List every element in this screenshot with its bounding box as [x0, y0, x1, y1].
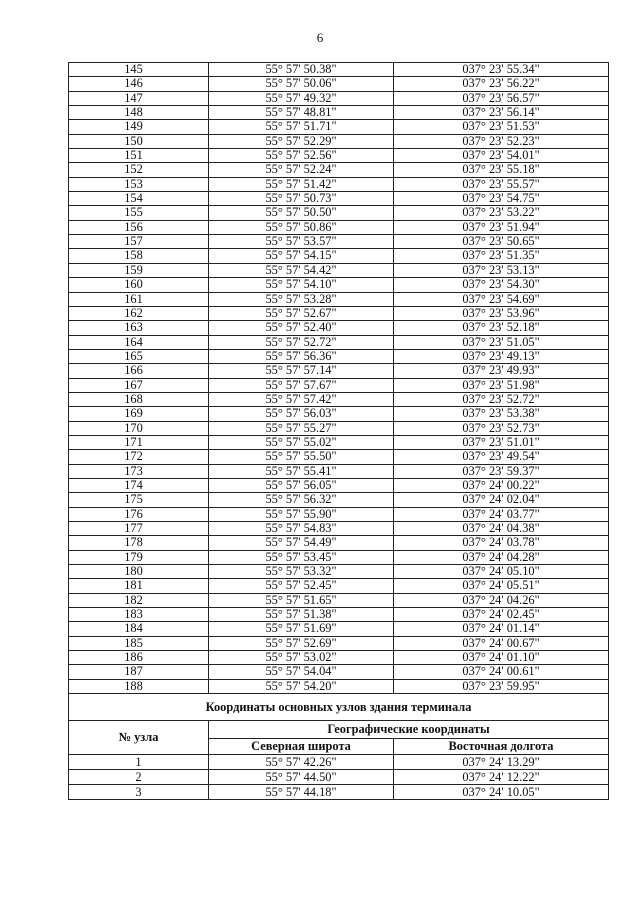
- longitude-cell: 037° 24' 02.04": [394, 493, 609, 507]
- longitude-cell: 037° 24' 00.22": [394, 478, 609, 492]
- latitude-cell: 55° 57' 52.24": [209, 163, 394, 177]
- node-number-cell: 160: [69, 278, 209, 292]
- table-row: [69, 679, 609, 693]
- node-number-cell: 153: [69, 177, 209, 191]
- longitude-cell: 037° 23' 51.98": [394, 378, 609, 392]
- terminal-nodes-body: [69, 755, 609, 800]
- node-number-cell: 188: [69, 679, 209, 693]
- latitude-cell: 55° 57' 54.49": [209, 536, 394, 550]
- latitude-cell: 55° 57' 54.04": [209, 665, 394, 679]
- longitude-cell: 037° 24' 13.29": [394, 755, 609, 770]
- longitude-cell: 037° 24' 03.78": [394, 536, 609, 550]
- longitude-cell: 037° 23' 51.35": [394, 249, 609, 263]
- node-number-cell: 176: [69, 507, 209, 521]
- longitude-cell: 037° 24' 12.22": [394, 770, 609, 785]
- latitude-cell: 55° 57' 57.42": [209, 392, 394, 406]
- table-row: [69, 565, 609, 579]
- node-number-cell: 183: [69, 608, 209, 622]
- latitude-cell: 55° 57' 55.02": [209, 435, 394, 449]
- longitude-cell: 037° 24' 05.51": [394, 579, 609, 593]
- table-row: [69, 478, 609, 492]
- node-number-cell: 174: [69, 478, 209, 492]
- longitude-cell: 037° 24' 01.10": [394, 651, 609, 665]
- table-row: [69, 220, 609, 234]
- latitude-cell: 55° 57' 51.69": [209, 622, 394, 636]
- longitude-cell: 037° 23' 51.05": [394, 335, 609, 349]
- table-row: [69, 177, 609, 191]
- longitude-cell: 037° 23' 52.72": [394, 392, 609, 406]
- table-row: [69, 134, 609, 148]
- latitude-cell: 55° 57' 51.71": [209, 120, 394, 134]
- table-row: [69, 163, 609, 177]
- longitude-cell: 037° 23' 59.37": [394, 464, 609, 478]
- node-number-cell: 171: [69, 435, 209, 449]
- latitude-cell: 55° 57' 55.27": [209, 421, 394, 435]
- node-number-cell: 159: [69, 263, 209, 277]
- table-row: [69, 63, 609, 77]
- latitude-cell: 55° 57' 50.50": [209, 206, 394, 220]
- page-number: 6: [316, 30, 324, 45]
- terminal-section-title: Координаты основных узлов здания терминала: [69, 694, 609, 721]
- node-number-header: № узла: [69, 721, 209, 755]
- table-row: [69, 378, 609, 392]
- table-row: [69, 235, 609, 249]
- node-number-cell: 148: [69, 106, 209, 120]
- table-row: [69, 149, 609, 163]
- latitude-header: Северная широта: [209, 739, 394, 755]
- node-number-cell: 169: [69, 407, 209, 421]
- longitude-cell: 037° 24' 01.14": [394, 622, 609, 636]
- section-title-row: [69, 694, 609, 721]
- node-number-cell: 155: [69, 206, 209, 220]
- latitude-cell: 55° 57' 52.56": [209, 149, 394, 163]
- node-number-cell: 152: [69, 163, 209, 177]
- node-number-cell: 170: [69, 421, 209, 435]
- table-row: [69, 292, 609, 306]
- table-row: [69, 593, 609, 607]
- latitude-cell: 55° 57' 53.57": [209, 235, 394, 249]
- longitude-cell: 037° 23' 49.13": [394, 349, 609, 363]
- node-number-cell: 2: [69, 770, 209, 785]
- node-number-cell: 173: [69, 464, 209, 478]
- table-row: [69, 785, 609, 800]
- node-number-cell: 186: [69, 651, 209, 665]
- latitude-cell: 55° 57' 55.50": [209, 450, 394, 464]
- node-number-cell: 185: [69, 636, 209, 650]
- longitude-cell: 037° 23' 52.23": [394, 134, 609, 148]
- latitude-cell: 55° 57' 56.36": [209, 349, 394, 363]
- longitude-cell: 037° 23' 55.18": [394, 163, 609, 177]
- longitude-cell: 037° 23' 54.30": [394, 278, 609, 292]
- longitude-cell: 037° 23' 51.01": [394, 435, 609, 449]
- node-number-cell: 3: [69, 785, 209, 800]
- node-number-cell: 178: [69, 536, 209, 550]
- longitude-cell: 037° 23' 53.38": [394, 407, 609, 421]
- node-number-cell: 166: [69, 364, 209, 378]
- latitude-cell: 55° 57' 53.45": [209, 550, 394, 564]
- table-row: [69, 192, 609, 206]
- node-number-cell: 157: [69, 235, 209, 249]
- longitude-cell: 037° 24' 04.26": [394, 593, 609, 607]
- coordinates-table: [68, 62, 609, 800]
- table-row: [69, 550, 609, 564]
- table-row: [69, 450, 609, 464]
- node-number-cell: 163: [69, 321, 209, 335]
- table-row: [69, 321, 609, 335]
- node-number-cell: 167: [69, 378, 209, 392]
- node-number-cell: 187: [69, 665, 209, 679]
- latitude-cell: 55° 57' 52.29": [209, 134, 394, 148]
- table-row: [69, 507, 609, 521]
- longitude-cell: 037° 23' 50.65": [394, 235, 609, 249]
- latitude-cell: 55° 57' 52.67": [209, 306, 394, 320]
- longitude-cell: 037° 23' 54.75": [394, 192, 609, 206]
- latitude-cell: 55° 57' 53.02": [209, 651, 394, 665]
- terminal-nodes-section: [69, 694, 609, 755]
- table-row: [69, 755, 609, 770]
- latitude-cell: 55° 57' 42.26": [209, 755, 394, 770]
- table-row: [69, 106, 609, 120]
- node-number-cell: 182: [69, 593, 209, 607]
- longitude-cell: 037° 23' 59.95": [394, 679, 609, 693]
- table-row: [69, 392, 609, 406]
- node-number-cell: 146: [69, 77, 209, 91]
- latitude-cell: 55° 57' 51.42": [209, 177, 394, 191]
- longitude-cell: 037° 23' 54.69": [394, 292, 609, 306]
- node-number-cell: 158: [69, 249, 209, 263]
- longitude-cell: 037° 23' 56.22": [394, 77, 609, 91]
- table-row: [69, 120, 609, 134]
- node-number-cell: 181: [69, 579, 209, 593]
- latitude-cell: 55° 57' 44.50": [209, 770, 394, 785]
- latitude-cell: 55° 57' 56.03": [209, 407, 394, 421]
- table-row: [69, 249, 609, 263]
- latitude-cell: 55° 57' 54.15": [209, 249, 394, 263]
- longitude-cell: 037° 23' 52.18": [394, 321, 609, 335]
- latitude-cell: 55° 57' 56.32": [209, 493, 394, 507]
- latitude-cell: 55° 57' 54.83": [209, 522, 394, 536]
- table-row: [69, 206, 609, 220]
- longitude-cell: 037° 23' 55.57": [394, 177, 609, 191]
- longitude-cell: 037° 23' 56.14": [394, 106, 609, 120]
- longitude-cell: 037° 23' 54.01": [394, 149, 609, 163]
- table-row: [69, 421, 609, 435]
- longitude-cell: 037° 23' 52.73": [394, 421, 609, 435]
- node-number-cell: 151: [69, 149, 209, 163]
- table-row: [69, 608, 609, 622]
- node-number-cell: 149: [69, 120, 209, 134]
- table-row: [69, 335, 609, 349]
- node-number-cell: 175: [69, 493, 209, 507]
- node-number-cell: 145: [69, 63, 209, 77]
- latitude-cell: 55° 57' 55.90": [209, 507, 394, 521]
- latitude-cell: 55° 57' 52.45": [209, 579, 394, 593]
- node-number-cell: 172: [69, 450, 209, 464]
- latitude-cell: 55° 57' 48.81": [209, 106, 394, 120]
- node-number-cell: 156: [69, 220, 209, 234]
- node-number-cell: 184: [69, 622, 209, 636]
- longitude-cell: 037° 23' 49.54": [394, 450, 609, 464]
- latitude-cell: 55° 57' 54.42": [209, 263, 394, 277]
- node-number-cell: 168: [69, 392, 209, 406]
- longitude-cell: 037° 24' 03.77": [394, 507, 609, 521]
- node-number-cell: 179: [69, 550, 209, 564]
- longitude-cell: 037° 23' 53.13": [394, 263, 609, 277]
- node-number-cell: 147: [69, 91, 209, 105]
- node-number-cell: 162: [69, 306, 209, 320]
- longitude-cell: 037° 23' 53.22": [394, 206, 609, 220]
- table-row: [69, 364, 609, 378]
- latitude-cell: 55° 57' 52.72": [209, 335, 394, 349]
- table-row: [69, 349, 609, 363]
- coordinates-table-body: [69, 63, 609, 694]
- latitude-cell: 55° 57' 50.86": [209, 220, 394, 234]
- longitude-cell: 037° 24' 00.67": [394, 636, 609, 650]
- latitude-cell: 55° 57' 56.05": [209, 478, 394, 492]
- latitude-cell: 55° 57' 50.38": [209, 63, 394, 77]
- longitude-cell: 037° 24' 02.45": [394, 608, 609, 622]
- latitude-cell: 55° 57' 53.28": [209, 292, 394, 306]
- table-row: [69, 306, 609, 320]
- latitude-cell: 55° 57' 49.32": [209, 91, 394, 105]
- node-number-cell: 150: [69, 134, 209, 148]
- latitude-cell: 55° 57' 50.73": [209, 192, 394, 206]
- latitude-cell: 55° 57' 44.18": [209, 785, 394, 800]
- longitude-cell: 037° 24' 05.10": [394, 565, 609, 579]
- node-number-cell: 161: [69, 292, 209, 306]
- longitude-cell: 037° 23' 51.53": [394, 120, 609, 134]
- header-row-1: [69, 721, 609, 739]
- node-number-cell: 1: [69, 755, 209, 770]
- longitude-cell: 037° 24' 00.61": [394, 665, 609, 679]
- table-row: [69, 493, 609, 507]
- table-row: [69, 579, 609, 593]
- longitude-cell: 037° 24' 10.05": [394, 785, 609, 800]
- table-row: [69, 407, 609, 421]
- latitude-cell: 55° 57' 57.14": [209, 364, 394, 378]
- table-row: [69, 636, 609, 650]
- table-row: [69, 665, 609, 679]
- latitude-cell: 55° 57' 52.40": [209, 321, 394, 335]
- longitude-cell: 037° 23' 56.57": [394, 91, 609, 105]
- longitude-cell: 037° 24' 04.28": [394, 550, 609, 564]
- longitude-cell: 037° 23' 55.34": [394, 63, 609, 77]
- latitude-cell: 55° 57' 55.41": [209, 464, 394, 478]
- latitude-cell: 55° 57' 57.67": [209, 378, 394, 392]
- table-row: [69, 278, 609, 292]
- longitude-cell: 037° 23' 53.96": [394, 306, 609, 320]
- latitude-cell: 55° 57' 54.20": [209, 679, 394, 693]
- table-row: [69, 622, 609, 636]
- table-row: [69, 651, 609, 665]
- table-row: [69, 536, 609, 550]
- longitude-cell: 037° 24' 04.38": [394, 522, 609, 536]
- node-number-cell: 165: [69, 349, 209, 363]
- node-number-cell: 177: [69, 522, 209, 536]
- table-row: [69, 263, 609, 277]
- table-row: [69, 770, 609, 785]
- table-row: [69, 77, 609, 91]
- latitude-cell: 55° 57' 52.69": [209, 636, 394, 650]
- latitude-cell: 55° 57' 51.65": [209, 593, 394, 607]
- table-row: [69, 91, 609, 105]
- geo-coordinates-header: Географические координаты: [209, 721, 609, 739]
- latitude-cell: 55° 57' 51.38": [209, 608, 394, 622]
- longitude-cell: 037° 23' 49.93": [394, 364, 609, 378]
- table-row: [69, 435, 609, 449]
- longitude-header: Восточная долгота: [394, 739, 609, 755]
- latitude-cell: 55° 57' 50.06": [209, 77, 394, 91]
- longitude-cell: 037° 23' 51.94": [394, 220, 609, 234]
- node-number-cell: 164: [69, 335, 209, 349]
- table-row: [69, 522, 609, 536]
- node-number-cell: 154: [69, 192, 209, 206]
- latitude-cell: 55° 57' 53.32": [209, 565, 394, 579]
- latitude-cell: 55° 57' 54.10": [209, 278, 394, 292]
- node-number-cell: 180: [69, 565, 209, 579]
- table-row: [69, 464, 609, 478]
